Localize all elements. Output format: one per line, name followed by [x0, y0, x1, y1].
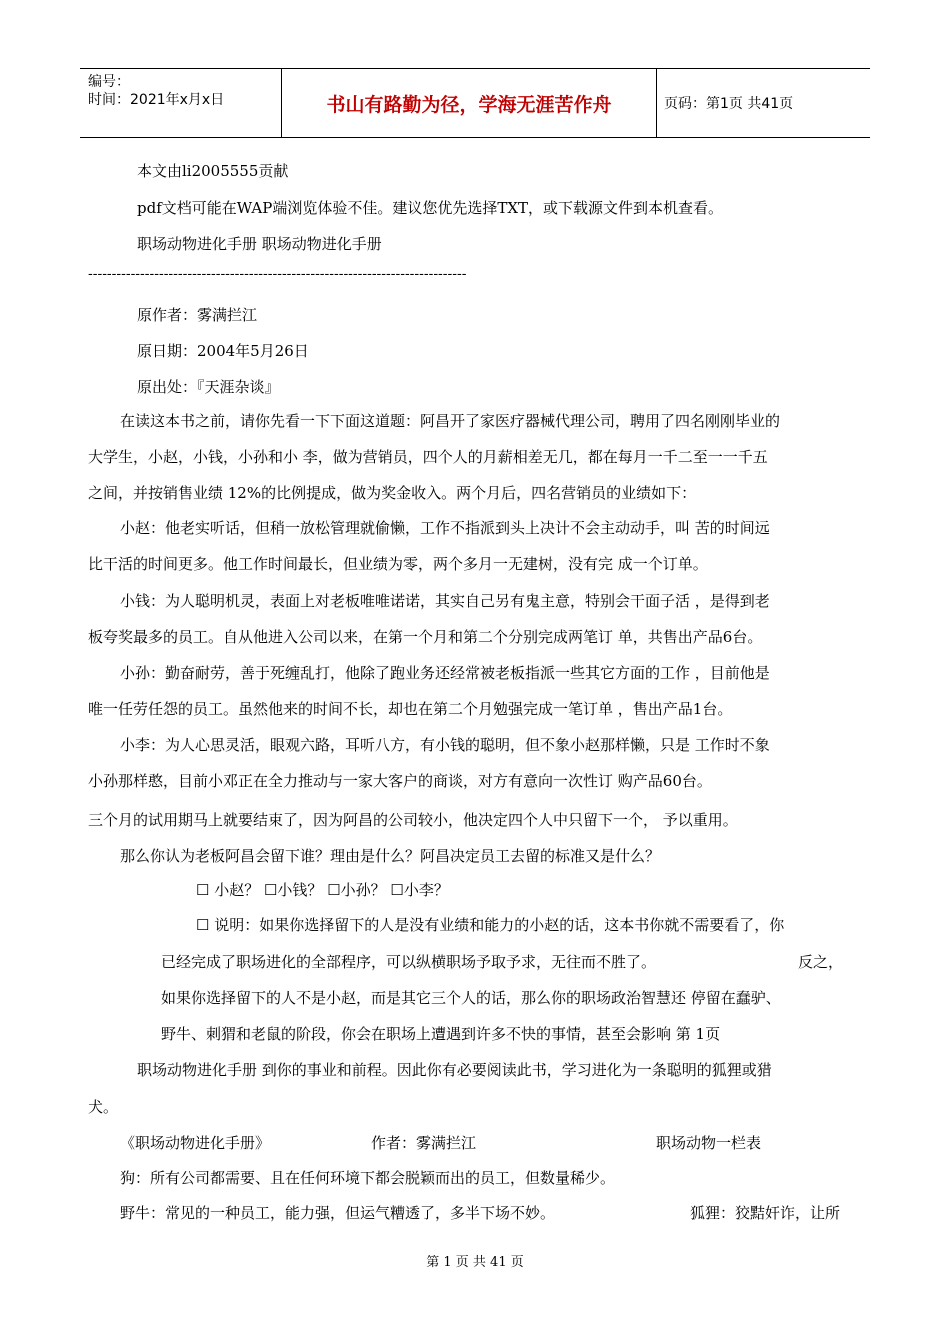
body-line: 那么你认为老板阿昌会留下谁？理由是什么？阿昌决定员工去留的标准又是什么？: [120, 847, 661, 865]
doc-title-line: 职场动物进化手册 职场动物进化手册: [137, 235, 382, 253]
choice-options: ☐ 小赵？ ☐小钱？ ☐小孙？ ☐小李？: [196, 881, 449, 899]
book-author: 作者：雾满拦江: [371, 1134, 477, 1152]
body-line: 野牛、刺猬和老鼠的阶段，你会在职场上遭遇到许多不快的事情，甚至会影响 第 1页: [161, 1025, 721, 1043]
dashed-divider: --------------------------------------------------------------------------------: [88, 266, 467, 282]
body-line: 小孙：勤奋耐劳，善于死缠乱打，他除了跑业务还经常被老板指派一些其它方面的工作 ，目前他是: [120, 664, 770, 682]
body-line: 在读这本书之前，请你先看一下下面这道题：阿昌开了家医疗器械代理公司，聘用了四名刚刚毕业的: [120, 412, 781, 430]
body-line: 比干活的时间更多。他工作时间最长，但业绩为零，两个多月一无建树，没有完 成一个订单。: [88, 555, 708, 573]
header-time: 时间：2021年x月x日: [88, 92, 225, 108]
body-line: 板夸奖最多的员工。自从他进入公司以来，在第一个月和第二个分别完成两笔订 单，共售出产品6台。: [88, 628, 763, 646]
body-line: 犬。: [88, 1098, 119, 1116]
body-line: 如果你选择留下的人不是小赵，而是其它三个人的话，那么你的职场政治智慧还 停留在蠢驴、: [161, 989, 781, 1007]
table-title: 职场动物一栏表: [656, 1134, 762, 1152]
original-source: 原出处：『天涯杂谈』: [137, 378, 280, 396]
body-line: 野牛：常见的一种员工，能力强，但运气糟透了，多半下场不妙。: [120, 1204, 556, 1222]
body-line: 狐狸：狡黠奸诈，让所: [690, 1204, 841, 1222]
body-line: 反之，: [798, 953, 844, 971]
body-line: 三个月的试用期马上就要结束了，因为阿昌的公司较小，他决定四个人中只留下一个， 予以重用。: [88, 811, 738, 829]
body-line: 小赵：他老实听话，但稍一放松管理就偷懒，工作不指派到头上决计不会主动动手，叫 苦的时间远: [120, 519, 770, 537]
body-line: 已经完成了职场进化的全部程序，可以纵横职场予取予求，无往而不胜了。: [161, 953, 657, 971]
header-meta: [80, 69, 282, 137]
original-date: 原日期：2004年5月26日: [137, 342, 309, 360]
header-number: 编号：: [88, 74, 130, 90]
body-line: 唯一任劳任怨的员工。虽然他来的时间不长，却也在第二个月勉强完成一笔订单 ，售出产品1台。: [88, 700, 733, 718]
pdf-notice: pdf文档可能在WAP端浏览体验不佳。建议您优先选择TXT，或下载源文件到本机查看。: [137, 199, 724, 217]
body-line: 职场动物进化手册 到你的事业和前程。因此你有必要阅读此书，学习进化为一条聪明的狐狸或猎: [137, 1061, 772, 1079]
header-motto: 书山有路勤为径，学海无涯苦作舟: [282, 69, 657, 137]
document-header: [80, 68, 870, 138]
original-author: 原作者：雾满拦江: [137, 306, 258, 324]
body-line: 小钱：为人聪明机灵，表面上对老板唯唯诺诺，其实自己另有鬼主意，特别会干面子活 ，是得到老: [120, 592, 770, 610]
body-line: ☐ 说明：如果你选择留下的人是没有业绩和能力的小赵的话，这本书你就不需要看了，你: [196, 916, 785, 934]
contributor-line: 本文由li2005555贡献: [137, 162, 289, 180]
book-title: 《职场动物进化手册》: [120, 1134, 271, 1152]
body-line: 大学生，小赵，小钱，小孙和小 李，做为营销员，四个人的月薪相差无几，都在每月一千二至一一千五: [88, 448, 768, 466]
body-line: 之间，并按销售业绩 12%的比例提成，做为奖金收入。两个月后，四名营销员的业绩如下：: [88, 484, 697, 502]
body-line: 狗：所有公司都需要、且在任何环境下都会脱颖而出的员工，但数量稀少。: [120, 1169, 616, 1187]
page-footer: 第 1 页 共 41 页: [426, 1255, 524, 1270]
header-page-code: 页码：第1页 共41页: [664, 96, 794, 112]
body-line: 小孙那样憨，目前小邓正在全力推动与一家大客户的商谈，对方有意向一次性订 购产品60台。: [88, 772, 712, 790]
body-line: 小李：为人心思灵活，眼观六路，耳听八方，有小钱的聪明，但不象小赵那样懒，只是 工作时不象: [120, 736, 770, 754]
